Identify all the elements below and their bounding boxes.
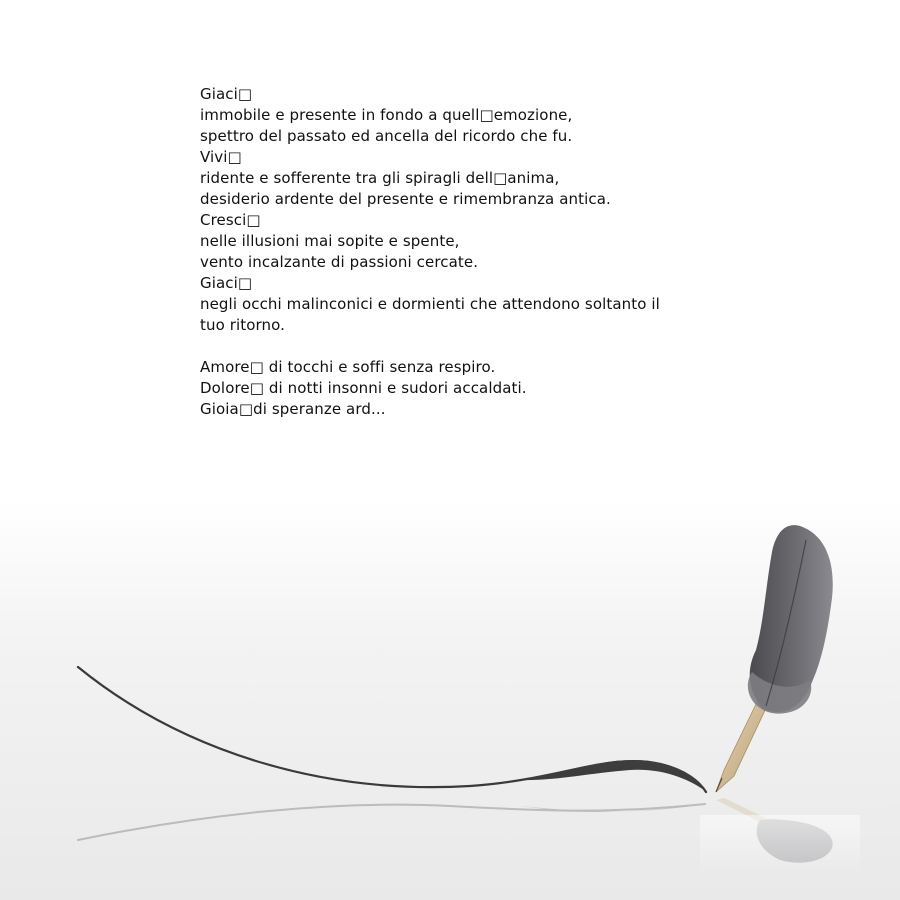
quill-pen-illustration xyxy=(0,480,900,900)
poem-line: immobile e presente in fondo a quell□emozione, xyxy=(200,106,573,124)
poem-line xyxy=(200,336,720,357)
poem-line: Vivi□ xyxy=(200,148,242,166)
poem-line: spettro del passato ed ancella del ricordo che fu. xyxy=(200,127,573,145)
poem-line: tuo ritorno. xyxy=(200,316,286,334)
reflection-fade xyxy=(700,815,860,875)
poem-line: nelle illusioni mai sopite e spente, xyxy=(200,232,460,250)
quill-nib xyxy=(716,700,768,792)
poem-line: Giaci□ xyxy=(200,274,253,292)
poem-line: Cresci□ xyxy=(200,211,261,229)
poem-line: Giaci□ xyxy=(200,85,253,103)
poem-line: Dolore□ di notti insonni e sudori accaldati. xyxy=(200,379,527,397)
poem-line: negli occhi malinconici e dormienti che attendono soltanto il xyxy=(200,295,660,313)
ink-stroke-reflection xyxy=(78,804,705,840)
poem-line: Gioia□di speranze ard... xyxy=(200,400,386,418)
poem-line: vento incalzante di passioni cercate. xyxy=(200,253,479,271)
poem-line: Amore□ di tocchi e soffi senza respiro. xyxy=(200,358,496,376)
ink-stroke-swell xyxy=(520,760,707,792)
poem-line: desiderio ardente del presente e rimembranza antica. xyxy=(200,190,611,208)
poem-text xyxy=(200,84,720,420)
poem-line: ridente e sofferente tra gli spiragli dell□anima, xyxy=(200,169,560,187)
ink-stroke xyxy=(78,667,706,792)
